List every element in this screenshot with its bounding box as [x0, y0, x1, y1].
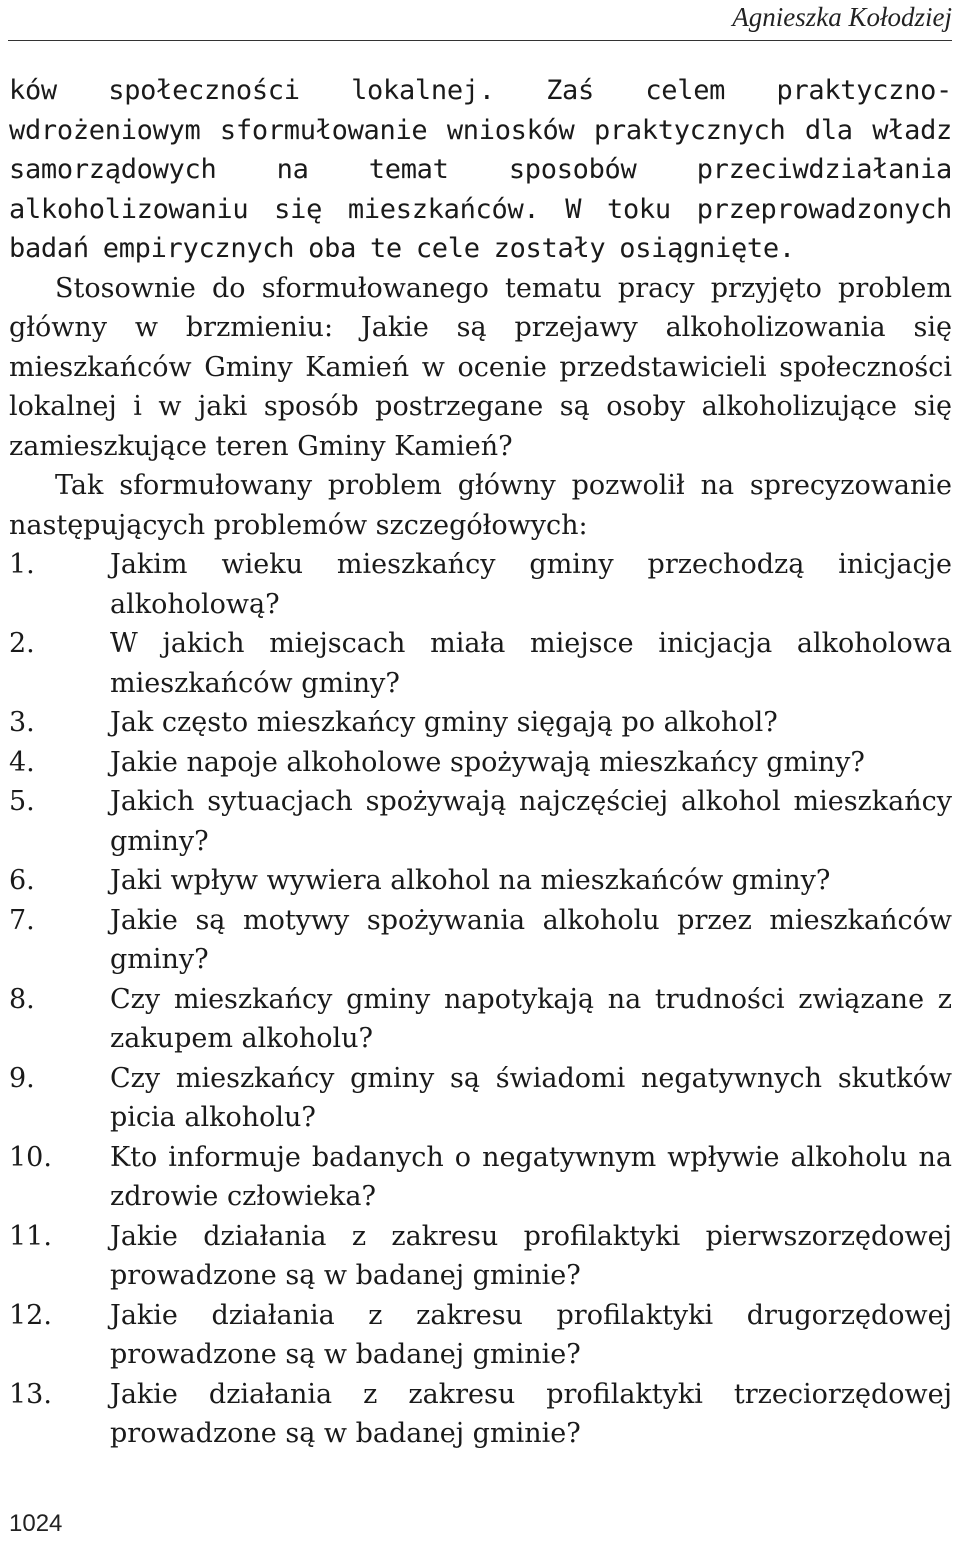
- list-item: [9, 861, 952, 901]
- paragraph-continuation: ków społeczności lokalnej. Zaś celem praktyczno-wdrożeniowym sformułowanie wniosków praktycznych dla władz samorządowych na temat sposobów przeciwdziałania alkoholizowaniu się mieszkańców. W toku przeprowadzonych badań empirycznych oba te cele zostały osiągnięte.: [9, 75, 952, 264]
- list-item-number: 9.: [9, 1062, 35, 1094]
- paragraph-detailed-problems-intro: Tak sformułowany problem główny pozwolił na sprecyzowanie następujących problemów szczegółowych:: [9, 470, 952, 541]
- list-item: [9, 743, 952, 783]
- list-item-text: Jakie działania z zakresu profilaktyki drugorzędowej prowadzone są w badanej gminie?: [110, 1299, 952, 1370]
- list-item: [9, 545, 952, 624]
- list-item-number: 8.: [9, 983, 35, 1015]
- list-item-text: Jakim wieku mieszkańcy gminy przechodzą inicjacje alkoholową?: [110, 549, 952, 620]
- list-item: [9, 1375, 952, 1454]
- list-item-text: W jakich miejscach miała miejsce inicjacja alkoholowa mieszkańców gminy?: [110, 628, 952, 699]
- page-number: 1024: [9, 1510, 63, 1537]
- list-item-number: 3.: [9, 707, 35, 738]
- list-item: [9, 1059, 952, 1138]
- list-item-text: Kto informuje badanych o negatywnym wpływie alkoholu na zdrowie człowieka?: [110, 1141, 952, 1212]
- list-item-text: Jakie działania z zakresu profilaktyki trzeciorzędowej prowadzone są w badanej gminie?: [110, 1378, 952, 1449]
- list-item: [9, 703, 952, 743]
- list-item: [9, 782, 952, 861]
- list-item-text: Jak często mieszkańcy gminy sięgają po alkohol?: [110, 707, 778, 738]
- list-item: [9, 1217, 952, 1296]
- list-item-number: 7.: [9, 904, 35, 936]
- list-item-text: Czy mieszkańcy gminy są świadomi negatywnych skutków picia alkoholu?: [110, 1062, 952, 1133]
- list-item-number: 11.: [9, 1220, 52, 1252]
- list-item: [9, 901, 952, 980]
- list-item-text: Jakie są motywy spożywania alkoholu przez mieszkańców gminy?: [110, 904, 952, 975]
- page-body: [9, 71, 952, 1454]
- paragraph-main-problem: Stosownie do sformułowanego tematu pracy przyjęto problem główny w brzmieniu: Jakie są przejawy alkoholizowania się mieszkańców Gminy Kamień w ocenie przedstawicieli społeczności lokalnej i w jaki sposób postrzegane są osoby alkoholizujące się zamieszkujące teren Gminy Kamień?: [9, 272, 952, 462]
- list-item-text: Jakie działania z zakresu profilaktyki pierwszorzędowej prowadzone są w badanej gminie?: [110, 1220, 952, 1291]
- list-item-number: 1.: [9, 549, 35, 580]
- list-item-number: 4.: [9, 746, 35, 778]
- list-item-number: 5.: [9, 786, 35, 817]
- list-item-number: 10.: [9, 1141, 52, 1173]
- header-rule: [8, 40, 952, 41]
- detailed-problems-list: [9, 545, 952, 1454]
- list-item-number: 12.: [9, 1299, 52, 1331]
- list-item-number: 13.: [9, 1378, 52, 1410]
- list-item-text: Jaki wpływ wywiera alkohol na mieszkańców gminy?: [110, 865, 831, 896]
- list-item-text: Czy mieszkańcy gminy napotykają na trudności związane z zakupem alkoholu?: [110, 983, 952, 1054]
- list-item-number: 6.: [9, 865, 35, 896]
- running-head-author: Agnieszka Kołodziej: [732, 2, 952, 32]
- list-item: [9, 980, 952, 1059]
- list-item: [9, 624, 952, 703]
- list-item: [9, 1296, 952, 1375]
- list-item-text: Jakie napoje alkoholowe spożywają mieszkańcy gminy?: [110, 746, 865, 778]
- list-item: [9, 1138, 952, 1217]
- list-item-text: Jakich sytuacjach spożywają najczęściej alkohol mieszkańcy gminy?: [110, 786, 952, 857]
- list-item-number: 2.: [9, 628, 35, 659]
